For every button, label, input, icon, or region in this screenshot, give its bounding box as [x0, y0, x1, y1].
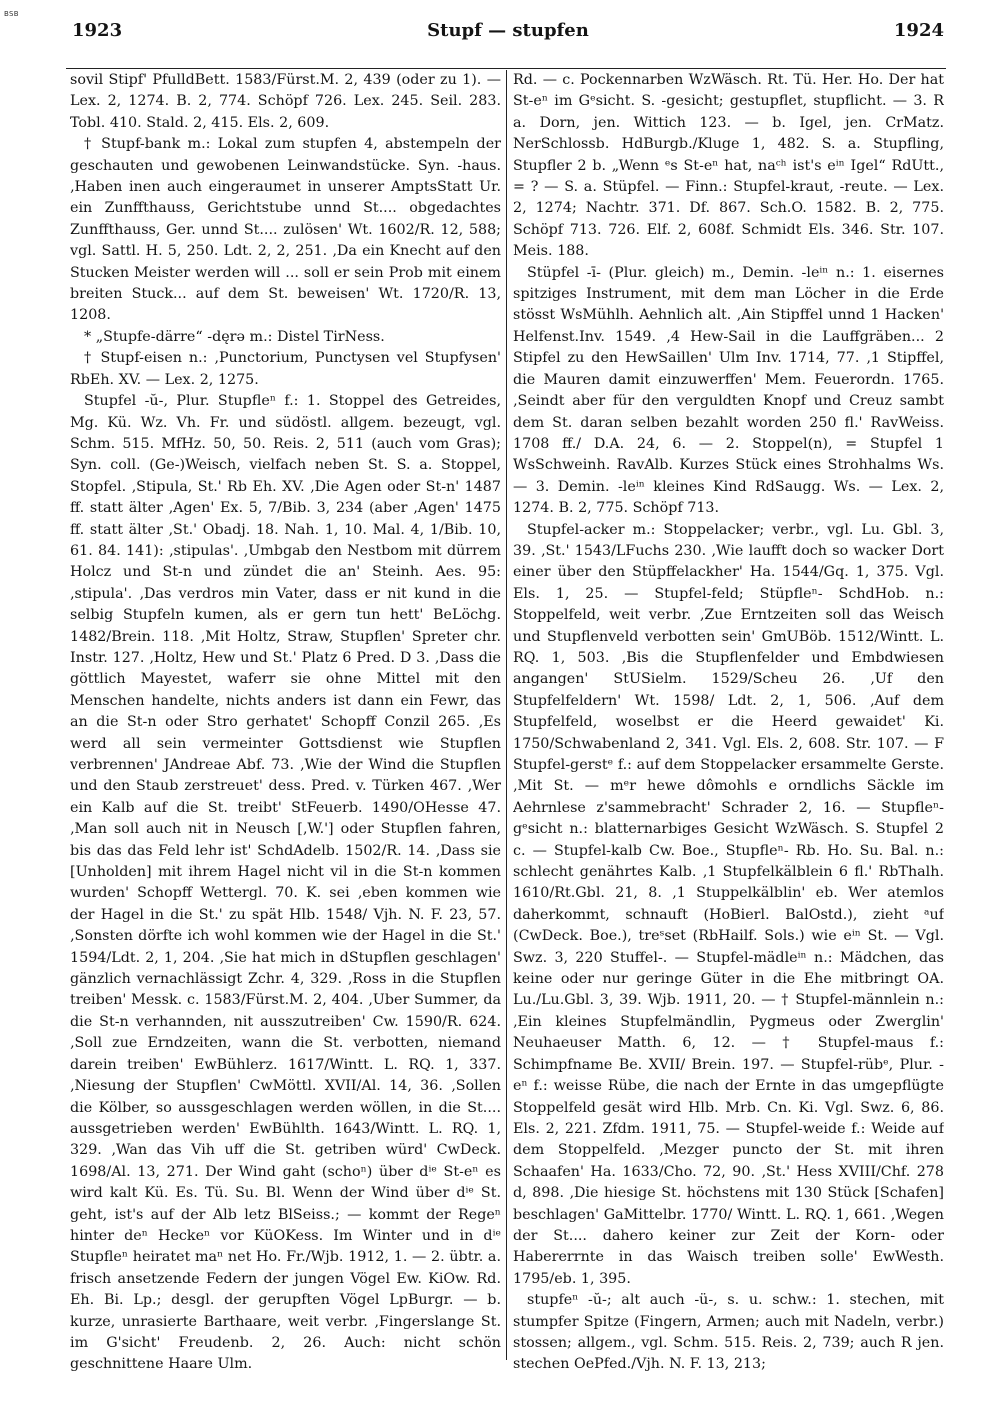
column-divider	[506, 70, 507, 1360]
entry-paragraph: Rd. — c. Pockennarben WzWäsch. Rt. Tü. Her. Ho. Der hat St-eⁿ im Gᵉsicht. S. -gesicht; gestupflet, stupflicht. — 3. R a. Dorn, jen. Wittich 123. — b. Igel, jen. CrMatz. NerSchlossb. HdBurgb./Kluge 1, 482. S. a. Stupfling, Stupfler 2 b. „Wenn ᵉs St-eⁿ hat, naᶜʰ ist's eⁱⁿ Igel“ RdUtt., = ? — S. a. Stüpfel. — Finn.: Stupfel-kraut, -reute. — Lex. 2, 1274; Nachtr. 371. Df. 867. Sch.O. 1582. B. 2, 775. Schöpf 713. 726. Elf. 2, 608f. Schmidt Els. 346. Str. 107. Meis. 188.	[513, 72, 944, 260]
entry-paragraph: sovil Stipf' PfulldBett. 1583/Fürst.M. 2, 439 (oder zu 1). — Lex. 2, 1274. B. 2, 774. Schöpf 726. Lex. 245. Seil. 283. Tobl. 410. Stald. 2, 415. Els. 2, 609.	[70, 72, 501, 131]
header-rule	[66, 68, 946, 69]
entry-paragraph: Stüpfel -ī- (Plur. gleich) m., Demin. -leⁱⁿ n.: 1. eisernes spitziges Instrument, mit dem man Löcher in die Erde stösst WsMühlh. Aehnlich alt. ‚Ain Stipffel unnd 1 Hacken' Helfenst.Inv. 1549. ‚4 Hew-Sail in die Lauffgräben... 2 Stipfel zu den HewSaillen' Ulm Inv. 1714, 77. ‚1 Stipffel, die Mauren damit einzuwerffen' Mem. Feuerordn. 1765. ‚Seindt aber für den verguldten Knopf und Creuz sambt dem St. daran selben bezahlt worden 250 fl.' RavWeiss. 1708 ff./ D.A. 24, 6. — 2. Stoppel(n), = Stupfel 1 WsSchweinh. RavAlb. Kurzes Stück eines Strohhalms Ws. — 3. Demin. -leⁱⁿ kleines Kind RdSaugg. Ws. — Lex. 2, 1274. B. 2, 775. Schöpf 713.	[513, 264, 944, 517]
left-page-number: 1923	[72, 20, 123, 41]
left-column	[70, 70, 501, 1386]
entry-paragraph: Stupfel-acker m.: Stoppelacker; verbr., vgl. Lu. Gbl. 3, 39. ‚St.' 1543/LFuchs 230. ‚Wie laufft doch so wacker Dort einer über den Stüpffelackher' Ha. 1544/Gq. 1, 375. Vgl. Els. 1, 25. — Stupfel-feld; Stüpfleⁿ- SchdHob. n.: Stoppelfeld, weit verbr. ‚Zue Erntzeiten soll das Weisch und Stupflenveld verbotten sein' GmUBöb. 1512/Wintt. L. RQ. 1, 503. ‚Bis die Stupflenfelder und Embdwiesen angangen' StUSielm. 1529/Scheu 26. ‚Uf den Stupfelfeldern' Wt. 1598/ Ldt. 2, 1, 506. ‚Auf dem Stupfelfeld, woselbst er die Heerd gewaidet' Ki. 1750/Schwabenland 2, 341. Vgl. Els. 2, 608. Str. 107. — F Stupfel-gerstᵉ f.: auf dem Stoppelacker ersammelte Gerste. ‚Mit St. — mᵉr hewe dômohls e orndlichs Säckle im Aehrnlese z'sammebracht' Schrader 2, 16. — Stupfleⁿ-gᵉsicht n.: blatternarbiges Gesicht WzWäsch. S. Stupfel 2 c. — Stupfel-kalb Cw. Boe., Stupfleⁿ- Rb. Ho. Su. Bal. n.: schlecht genährtes Kalb. ‚1 Stupfelkälblein 6 fl.' RbThalh. 1610/Rt.Gbl. 21, 8. ‚1 Stuppelkälblin' eb. Wer atemlos daherkommt, schnauft (HoBierl. BalOstd.), zieht ᵃuf (CwDeck. Boe.), treˢset (RbHailf. Sols.) wie eⁱⁿ St. — Vgl. Swz. 3, 220 Stuffel-. — Stupfel-mädleⁱⁿ n.: Mädchen, das keine oder nur geringe Güter in die Ehe mitbringt OA. Lu./Lu.Gbl. 3, 39. Wjb. 1911, 20. — † Stupfel-männlein n.: ‚Ein kleines Stupfelmändlin, Pygmeus oder Zwerglin' Neuhaeuser Matth. 6, 12. — † Stupfel-maus f.: Schimpfname Be. XVII/ Brein. 197. — Stupfel-rübᵉ, Plur. -eⁿ f.: weisse Rübe, die nach der Ernte in das umgepflügte Stoppelfeld gesät wird Hlb. Mrb. Cn. Ki. Vgl. Swz. 6, 86. Els. 2, 221. Zfdm. 1911, 75. — Stupfel-weide f.: Weide auf dem Stoppelfeld. ‚Mezger puncto der St. mit ihren Schaafen' Ha. 1633/Cho. 72, 90. ‚St.' Hess XVIII/Chf. 278 d, 898. ‚Die hiesige St. höchstens mit 130 Stück [Schafen] beschlagen' GaMittelbr. 1770/ Wintt. L. RQ. 1, 661. ‚Wegen der St.... dahero keiner zur Zeit der Korn- oder Habererrnte in das Waisch treiben solle' EwWesth. 1795/eb. 1, 395.	[513, 521, 944, 1287]
running-title: Stupf — stupfen	[427, 20, 589, 41]
right-page-number: 1924	[893, 20, 944, 41]
page-header	[72, 14, 944, 48]
right-column	[513, 70, 944, 1386]
entry-paragraph: † Stupf-bank m.: Lokal zum stupfen 4, abstempeln der geschauten und gewobenen Leinwandstücke. Syn. -haus. ‚Haben inen auch eingeraumet in unserer AmptsStatt Ur. ein Zunffthauss, Gerichtstube unnd St.... obgedachtes Zunffthauss, Ger. unnd St.... zulösen' Wt. 1602/R. 12, 588; vgl. Sattl. H. 5, 250. Ldt. 2, 2, 251. ‚Da ein Knecht auf den Stucken Meister werden will ... soll er sein Prob mit einem breiten Stuck... auf dem St. beweisen' Wt. 1720/R. 13, 1208.	[70, 136, 501, 324]
entry-paragraph: Stupfel -ŭ-, Plur. Stupfleⁿ f.: 1. Stoppel des Getreides, Mg. Kü. Wz. Vh. Fr. und südöstl. allgem. bezeugt, vgl. Schm. 515. MfHz. 50, 50. Reis. 2, 511 (auch vom Gras); Syn. coll. (Ge-)Weisch, vielfach neben St. S. a. Stoppel, Stopfel. ‚Stipula, St.' Rb Eh. XV. ‚Die Agen oder St-n' 1487 ff. statt älter ‚Agen' Ex. 5, 7/Bib. 3, 234 (aber ‚Agen' 1475 ff. statt älter ‚St.' Obadj. 18. Nah. 1, 10. Mal. 4, 1/Bib. 10, 61. 84. 141): ‚stipulas'. ‚Umbgab den Nestbom mit dürrem Holcz und St-n und zündet die an' Steinh. Aes. 95: ‚stipula'. ‚Das verdros min Vater, dass er nit kund in die selbig Stupfeln kumen, als er gern tun hett' BeLöchg. 1482/Brein. 118. ‚Mit Holtz, Straw, Stupflen' Spreter chr. Instr. 127. ‚Holtz, Hew und St.' Platz 6 Pred. D 3. ‚Dass die göttlich Mayestet, waferr sie ohne Mittel mit den Menschen handelte, nichts anders ist dann ein Fewr, das an die St-n oder Stro gerhatet' Schopff Conzil 265. ‚Es werd all sein vermeinter Gottsdienst wie Stupflen verbrennen' JAndreae Abf. 73. ‚Wie der Wind die Stupflen und den Staub zerstreuet' dess. Pred. v. Türken 467. ‚Wer ein Kalb auf die St. treibt' StFeuerb. 1490/OHesse 47. ‚Man soll auch nit in Neusch [‚W.'] oder Stupflen fahren, bis das das Feld lehr ist' SchdAdelb. 1502/R. 14. ‚Dass sie [Unholden] mit ihrem Hagel nicht vil in die St-n kommen wurden' Schopff Wettergl. 70. K. sei ‚eben kommen wie der Hagel in die St.' zu spät Hlb. 1548/ Vjh. N. F. 23, 57. ‚Sonsten dörfte ich wohl kommen wie der Hagel in die St.' 1594/Ldt. 2, 1, 204. ‚Sie hat mich in dStupflen geschlagen' gänzlich vernachlässigt Zchr. 4, 329. ‚Ross in die Stupflen treiben' Messk. c. 1583/Fürst.M. 2, 404. ‚Uber Summer, da die St-n verhannden, nit ausszutreiben' Cw. 1590/R. 624. ‚Soll zue Erndzeiten, wann die St. verbotten, niemand darein treiben' EwBühlerz. 1617/Wintt. L. RQ. 1, 337. ‚Niesung der Stupflen' CwMöttl. XVII/Al. 14, 36. ‚Sollen die Kölber, so aussgeschlagen werden wöllen, in die St.... aussgetrieben werden' EwBühlth. 1643/Wintt. L. RQ. 1, 329. ‚Wan das Vih uff die St. getriben würd' CwDeck. 1698/Al. 13, 271. Der Wind gaht (schoⁿ) über dⁱᵉ St-eⁿ es wird kalt Kü. Es. Tü. Su. Bl. Wenn der Wind über dⁱᵉ St. geht, ist's auf der Alb letz BlSeiss.; — kommt der Regeⁿ hinter deⁿ Heckeⁿ vor KüOKess. Im Winter und in dⁱᵉ Stupfleⁿ heiratet maⁿ net Ho. Fr./Wjb. 1912, 1. — 2. übtr. a. frisch ansetzende Federn der jungen Vögel Ew. KiOw. Rd. Eh. Bi. Lp.; desgl. der gerupften Vögel LpBurgr. — b. kurze, unrasierte Barthaare, weit verbr. ‚Fingerslange St. im G'sicht' Freudenb. 2, 26. Auch: nicht schön geschnittene Haare Ulm.	[70, 393, 501, 1373]
entry-paragraph: * „Stupfe-därre“ -dęrə m.: Distel TirNess.	[84, 328, 385, 345]
entry-paragraph: † Stupf-eisen n.: ‚Punctorium, Punctysen vel Stupfysen' RbEh. XV. — Lex. 2, 1275.	[70, 350, 501, 388]
library-stamp: BSB	[4, 10, 19, 18]
entry-paragraph: stupfeⁿ -ŭ-; alt auch -ü-, s. u. schw.: 1. stechen, mit stumpfer Spitze (Fingern, Armen; auch mit Nadeln, verbr.) stossen; allgem., vgl. Schm. 515. Reis. 2, 739; auch R jen. stechen OePfed./Vjh. N. F. 13, 213;	[513, 1292, 944, 1373]
